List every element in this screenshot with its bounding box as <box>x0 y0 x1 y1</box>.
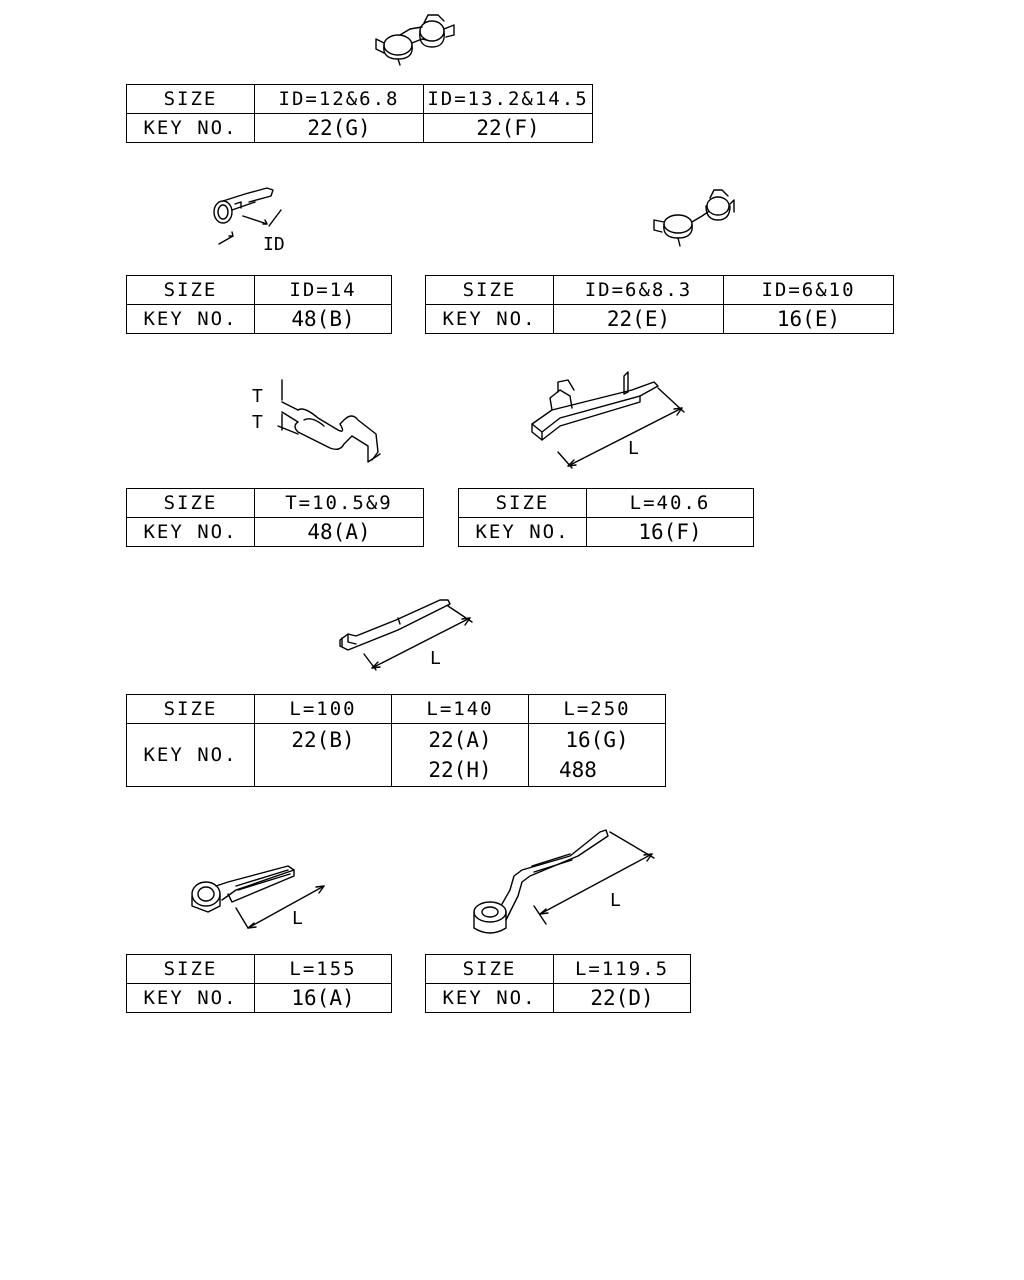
size-header: SIZE <box>426 276 554 305</box>
size-value-cell: ID=14 <box>255 276 392 305</box>
key-no-value: 22(G) <box>255 114 424 143</box>
key-no-value: 48(B) <box>255 305 392 334</box>
size-header: SIZE <box>426 955 554 984</box>
key-no-label: KEY NO. <box>127 724 255 787</box>
size-value-cell: ID=6&8.3 <box>554 276 724 305</box>
strap-clamp-illustration <box>188 858 334 934</box>
size-table-cable-tie <box>126 694 666 787</box>
key-no-label: KEY NO. <box>426 984 554 1013</box>
double-clip-illustration <box>648 186 740 248</box>
size-value-cell: L=250 <box>529 695 666 724</box>
size-table-strap-clamp <box>126 954 392 1013</box>
ring-tie-illustration <box>470 824 660 940</box>
key-no-label: KEY NO. <box>127 518 255 547</box>
size-value-cell: ID=6&10 <box>724 276 894 305</box>
key-no-entry: 16(G) <box>565 728 629 752</box>
key-no-label: KEY NO. <box>127 114 255 143</box>
dimension-label-t: T <box>252 412 263 433</box>
round-clip-illustration <box>205 180 305 260</box>
key-no-entry: 22(H) <box>428 758 492 782</box>
size-value-cell: ID=12&6.8 <box>255 85 424 114</box>
size-value-cell: L=119.5 <box>554 955 691 984</box>
size-value-cell: T=10.5&9 <box>255 489 424 518</box>
dimension-label-l: L <box>430 648 441 669</box>
key-no-value: 16(A) <box>255 984 392 1013</box>
key-no-value <box>255 724 392 787</box>
spring-clip-illustration <box>248 376 388 468</box>
key-no-label: KEY NO. <box>127 305 255 334</box>
size-header: SIZE <box>127 955 255 984</box>
key-no-value: 22(D) <box>554 984 691 1013</box>
size-header: SIZE <box>127 489 255 518</box>
key-no-entry: 22(B) <box>291 728 355 752</box>
size-header: SIZE <box>127 276 255 305</box>
size-table-ring-tie <box>425 954 691 1013</box>
size-table-double-clip-1 <box>126 84 593 143</box>
size-value-cell: ID=13.2&14.5 <box>424 85 593 114</box>
size-value-cell: L=40.6 <box>587 489 754 518</box>
key-no-value: 22(E) <box>554 305 724 334</box>
size-value-cell: L=155 <box>255 955 392 984</box>
cable-tie-illustration <box>336 592 482 672</box>
size-value-cell: L=140 <box>392 695 529 724</box>
dimension-label-l: L <box>292 908 303 929</box>
key-no-entry: 22(A) <box>428 728 492 752</box>
key-no-value: 16(F) <box>587 518 754 547</box>
dimension-label-t: T <box>252 386 263 407</box>
key-no-value <box>529 724 666 787</box>
size-table-mount-clip <box>458 488 754 547</box>
size-table-spring-clip <box>126 488 424 547</box>
size-table-double-clip-2 <box>425 275 894 334</box>
key-no-value: 16(E) <box>724 305 894 334</box>
key-no-value <box>392 724 529 787</box>
key-no-label: KEY NO. <box>426 305 554 334</box>
mount-clip-illustration <box>528 368 692 470</box>
double-clip-illustration <box>370 5 470 67</box>
dimension-label-id: ID <box>263 234 285 255</box>
size-value-cell: L=100 <box>255 695 392 724</box>
key-no-value: 22(F) <box>424 114 593 143</box>
size-header: SIZE <box>127 85 255 114</box>
key-no-entry: 488 <box>559 758 597 782</box>
size-header: SIZE <box>127 695 255 724</box>
dimension-label-l: L <box>610 890 621 911</box>
key-no-value: 48(A) <box>255 518 424 547</box>
key-no-label: KEY NO. <box>459 518 587 547</box>
key-no-label: KEY NO. <box>127 984 255 1013</box>
size-table-round-clip <box>126 275 392 334</box>
dimension-label-l: L <box>628 438 639 459</box>
size-header: SIZE <box>459 489 587 518</box>
